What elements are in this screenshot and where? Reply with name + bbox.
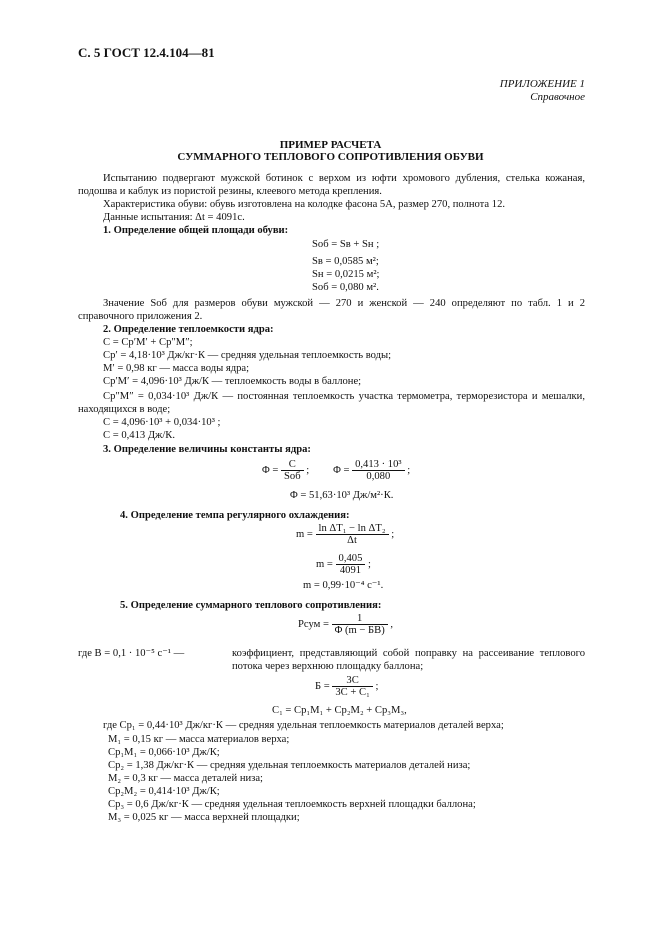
s5-line: где Cp₁ = 0,44·10³ Дж/кг·К — средняя удельная теплоемкость материалов деталей верха;	[103, 720, 504, 731]
s5-line: Cp₂M₂ = 0,414·10³ Дж/К;	[108, 786, 220, 797]
s1-eq-result: Sоб = 0,080 м².	[312, 282, 379, 293]
page-header: С. 5 ГОСТ 12.4.104—81	[78, 45, 215, 60]
s5-line: Cp₃ = 0,6 Дж/кг·К — средняя удельная теплоемкость верхней площадки баллона;	[108, 799, 476, 810]
s3-fraction-2: $\frac{\text{0,413 · 10³}}{0,080}$	[352, 459, 404, 482]
section-title-line2: СУММАРНОГО ТЕПЛОВОГО СОПРОТИВЛЕНИЯ ОБУВИ	[177, 151, 484, 163]
s2-water-mass: M′ = 0,98 кг — масса воды ядра;	[103, 363, 250, 374]
s3-formula: Φ = $\frac{C}{\text{Sоб}}$ ; Φ = $\frac{\text{0,413 · 10³}}{0,080}$ ;	[262, 459, 411, 482]
s2-water-heat-capacity: Cp′M′ = 4,096·10³ Дж/К — теплоемкость воды в баллоне;	[103, 376, 362, 387]
s2-water-specific-heat: Cp′ = 4,18·10³ Дж/кг·К — средняя удельная теплоемкость воды;	[103, 350, 392, 361]
s5-formula: Pсум = $\frac{1}{\Phi (m - БВ)}$ ,	[298, 613, 394, 636]
s5-c1-formula: C₁ = Cp₁M₁ + Cp₂M₂ + Cp₃M₃,	[272, 705, 407, 716]
s1-eq-total: Sоб = Sв + Sн ;	[312, 239, 380, 250]
s2-constant-heat-capacity: Cp″M″ = 0,034·10³ Дж/К — постоянная теплоемкость участка термометра, терморезистора и мешалки, находящихся в воде;	[78, 391, 585, 415]
intro-test-data: Данные испытания: Δt = 4091с.	[103, 212, 245, 223]
s1-heading: 1. Определение общей площади обуви:	[103, 225, 289, 236]
s4-result: m = 0,99·10⁻⁴ с⁻¹.	[303, 580, 384, 591]
s5-line: M₂ = 0,3 кг — масса деталей низа;	[108, 773, 263, 784]
appendix-label	[500, 78, 585, 104]
s4-fraction-1: $\frac{\text{ln ΔT₁ − ln ΔT₂}}{\Delta t}$	[316, 523, 389, 546]
s4-substitution: m = $\frac{0,405}{4091}$ ;	[316, 553, 371, 576]
appendix-type: Справочное	[530, 91, 585, 103]
s2-sum: C = 4,096·10³ + 0,034·10³ ;	[103, 417, 221, 428]
s5-b-formula: Б = $\frac{3C}{\text{3C + C₁}}$ ;	[315, 675, 379, 698]
s4-formula: m = $\frac{\text{ln ΔT₁ − ln ΔT₂}}{\Delta t}$ ;	[296, 523, 395, 546]
s3-heading: 3. Определение величины константы ядра:	[103, 444, 311, 455]
s5-heading: 5. Определение суммарного теплового сопротивления:	[120, 600, 382, 611]
s5-line: Cp₂ = 1,38 Дж/кг·К — средняя удельная теплоемкость материалов деталей низа;	[108, 760, 471, 771]
s5-line: M₁ = 0,15 кг — масса материалов верха;	[108, 734, 290, 745]
s5-line: Cp₁M₁ = 0,066·10³ Дж/К;	[108, 747, 220, 758]
s1-note: Значение Sоб для размеров обуви мужской — 270 и женской — 240 определяют по табл. 1 и 2 справочного приложения 2.	[78, 298, 585, 322]
s5-where-lead: где В = 0,1 · 10⁻⁵ с⁻¹ —	[78, 648, 185, 659]
s4-heading: 4. Определение темпа регулярного охлаждения:	[120, 510, 350, 521]
section-title-line1: ПРИМЕР РАСЧЕТА	[279, 139, 382, 151]
s2-result: C = 0,413 Дж/К.	[103, 430, 176, 441]
s3-result: Φ = 51,63·10³ Дж/м²·К.	[290, 490, 394, 501]
s5-b-fraction: $\frac{3C}{\text{3C + C₁}}$	[332, 675, 372, 698]
s2-heading: 2. Определение теплоемкости ядра:	[103, 324, 274, 335]
s4-fraction-2: $\frac{0,405}{4091}$	[336, 553, 366, 576]
intro-paragraph: Испытанию подвергают мужской ботинок с верхом из юфти хромового дубления, стелька кожаная, подошва и каблук из пористой резины, клеевого метода крепления.	[78, 173, 585, 197]
s5-line: M₃ = 0,025 кг — масса верхней площадки;	[108, 812, 300, 823]
s5-fraction: $\frac{1}{\Phi (m - БВ)}$	[332, 613, 388, 636]
s3-fraction-1: $\frac{C}{\text{Sоб}}$	[281, 459, 304, 482]
s1-eq-lower: Sн = 0,0215 м²;	[312, 269, 380, 280]
s5-where-text: коэффициент, представляющий собой поправку на рассеивание теплового потока через верхнюю площадку баллона;	[232, 648, 585, 672]
intro-characteristics: Характеристика обуви: обувь изготовлена на колодке фасона 5А, размер 270, полнота 12.	[103, 199, 506, 210]
s2-formula: C = Cp′M′ + Cp″M″;	[103, 337, 193, 348]
s1-eq-upper: Sв = 0,0585 м²;	[312, 256, 379, 267]
appendix-number: ПРИЛОЖЕНИЕ 1	[499, 78, 585, 90]
